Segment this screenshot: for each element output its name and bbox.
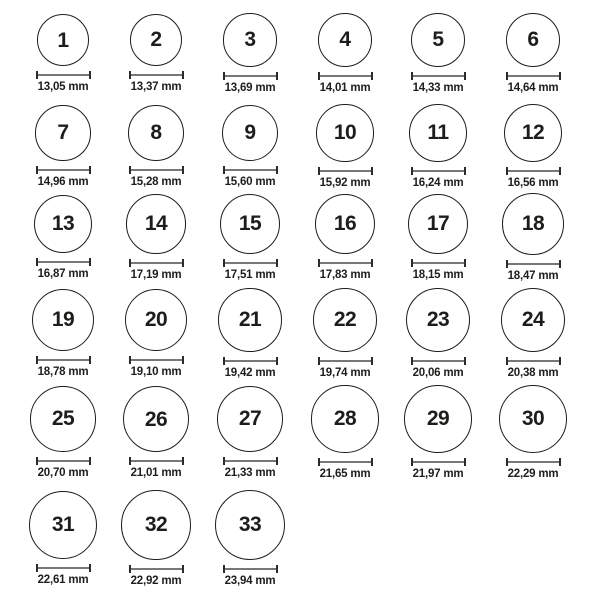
ring-size-number: 26 — [144, 407, 168, 431]
ring-size-cell — [109, 490, 203, 587]
diameter-label: 22,61 mm — [37, 574, 89, 587]
ring-circle — [313, 288, 377, 352]
diameter-label: 16,24 mm — [412, 176, 464, 189]
diameter-label: 15,92 mm — [319, 176, 371, 189]
ring-circle — [406, 288, 470, 352]
ring-size-number: 31 — [51, 513, 75, 537]
ring-size-cell — [203, 490, 297, 588]
diameter-measure-line — [506, 167, 561, 175]
ring-size-number: 13 — [51, 212, 75, 236]
ring-size-number: 21 — [238, 308, 262, 332]
diameter-measure-line — [36, 258, 91, 266]
ring-circle — [222, 105, 278, 161]
diameter-measure-line — [223, 565, 278, 573]
ring-size-number: 15 — [238, 212, 262, 236]
diameter-label: 17,19 mm — [130, 268, 182, 281]
ring-size-number: 30 — [521, 407, 545, 431]
ring-size-cell — [391, 194, 485, 283]
ring-size-number: 1 — [57, 28, 69, 52]
diameter-measure-line — [506, 458, 561, 466]
ring-circle — [499, 385, 567, 453]
ring-size-cell — [486, 104, 580, 190]
ring-circle — [404, 385, 472, 453]
ring-size-number: 25 — [51, 407, 75, 431]
ring-circle — [123, 386, 189, 452]
ring-circle — [504, 104, 562, 162]
ring-size-cell — [16, 105, 110, 188]
ring-size-number: 19 — [51, 308, 75, 332]
ring-circle — [311, 385, 378, 452]
ring-size-number: 14 — [144, 212, 168, 236]
diameter-label: 17,83 mm — [319, 269, 371, 282]
ring-circle — [34, 195, 93, 254]
ring-size-number: 29 — [426, 407, 450, 431]
diameter-measure-line — [318, 458, 373, 466]
diameter-measure-line — [129, 259, 184, 267]
ring-size-cell — [16, 14, 110, 94]
ring-size-number: 23 — [426, 308, 450, 332]
diameter-label: 13,69 mm — [224, 81, 276, 94]
ring-size-number: 33 — [238, 513, 262, 537]
ring-size-cell — [203, 386, 297, 480]
ring-size-cell — [16, 386, 110, 479]
ring-size-cell — [109, 14, 203, 94]
diameter-label: 18,78 mm — [37, 366, 89, 379]
ring-size-cell — [391, 288, 485, 380]
diameter-measure-line — [506, 72, 561, 80]
ring-size-cell — [16, 491, 110, 587]
diameter-measure-line — [411, 72, 466, 80]
diameter-measure-line — [318, 167, 373, 175]
ring-size-number: 24 — [521, 308, 545, 332]
diameter-measure-line — [318, 259, 373, 267]
ring-circle — [126, 194, 185, 253]
diameter-measure-line — [318, 357, 373, 365]
ring-size-number: 17 — [426, 212, 450, 236]
diameter-measure-line — [411, 167, 466, 175]
ring-circle — [506, 13, 561, 68]
diameter-measure-line — [129, 565, 184, 573]
ring-size-number: 12 — [521, 121, 545, 145]
ring-size-number: 27 — [238, 407, 262, 431]
ring-size-number: 20 — [144, 308, 168, 332]
ring-size-cell — [298, 194, 392, 282]
ring-circle — [217, 386, 284, 453]
diameter-label: 14,33 mm — [412, 82, 464, 95]
diameter-label: 13,37 mm — [130, 81, 182, 94]
diameter-measure-line — [506, 260, 561, 268]
ring-circle — [215, 490, 285, 560]
ring-size-number: 11 — [427, 121, 449, 145]
diameter-label: 19,42 mm — [224, 366, 276, 379]
diameter-label: 13,05 mm — [37, 81, 89, 93]
ring-circle — [125, 289, 188, 352]
diameter-label: 14,96 mm — [37, 175, 89, 188]
diameter-measure-line — [36, 457, 91, 465]
ring-circle — [29, 491, 98, 560]
diameter-measure-line — [223, 259, 278, 267]
diameter-measure-line — [129, 457, 184, 465]
diameter-measure-line — [129, 166, 184, 174]
ring-size-cell — [298, 385, 392, 480]
ring-circle — [218, 288, 281, 351]
ring-size-cell — [486, 288, 580, 381]
diameter-label: 18,47 mm — [507, 269, 559, 282]
ring-size-cell — [109, 386, 203, 480]
ring-size-cell — [203, 13, 297, 94]
ring-size-number: 8 — [150, 121, 162, 145]
diameter-measure-line — [129, 356, 184, 364]
ring-size-cell — [109, 105, 203, 189]
diameter-label: 16,56 mm — [507, 177, 559, 190]
diameter-label: 19,10 mm — [130, 366, 182, 379]
ring-circle — [37, 14, 89, 66]
ring-circle — [501, 288, 566, 353]
diameter-measure-line — [223, 357, 278, 365]
ring-circle — [35, 105, 90, 160]
diameter-label: 14,64 mm — [507, 82, 559, 95]
ring-circle — [121, 490, 190, 559]
ring-circle — [318, 13, 372, 67]
diameter-label: 20,70 mm — [37, 466, 89, 479]
diameter-measure-line — [36, 71, 91, 79]
diameter-measure-line — [36, 356, 91, 364]
ring-circle — [315, 194, 375, 254]
ring-size-cell — [391, 104, 485, 189]
diameter-label: 15,60 mm — [224, 176, 276, 189]
diameter-measure-line — [506, 357, 561, 365]
ring-circle — [220, 194, 280, 254]
diameter-measure-line — [223, 72, 278, 80]
diameter-measure-line — [411, 259, 466, 267]
diameter-measure-line — [223, 166, 278, 174]
ring-size-number: 9 — [244, 121, 256, 145]
ring-size-cell — [391, 385, 485, 480]
ring-circle — [223, 13, 276, 66]
ring-size-cell — [109, 289, 203, 379]
ring-size-cell — [16, 195, 110, 281]
ring-size-number: 2 — [150, 28, 162, 52]
ring-size-cell — [486, 385, 580, 481]
diameter-label: 18,15 mm — [412, 269, 464, 282]
ring-size-cell — [298, 13, 392, 94]
ring-size-number: 5 — [432, 28, 444, 52]
ring-size-cell — [391, 13, 485, 95]
diameter-label: 23,94 mm — [224, 574, 276, 587]
diameter-label: 20,38 mm — [507, 367, 559, 380]
diameter-measure-line — [223, 457, 278, 465]
diameter-measure-line — [411, 458, 466, 466]
ring-size-cell — [203, 105, 297, 189]
ring-circle — [409, 104, 467, 162]
ring-size-cell — [109, 194, 203, 281]
diameter-label: 22,92 mm — [130, 574, 182, 587]
diameter-measure-line — [411, 357, 466, 365]
diameter-label: 21,97 mm — [412, 467, 464, 480]
ring-size-cell — [203, 194, 297, 281]
diameter-label: 15,28 mm — [130, 175, 182, 188]
diameter-measure-line — [129, 71, 184, 79]
ring-size-number: 22 — [333, 308, 357, 332]
ring-size-number: 10 — [333, 121, 357, 145]
ring-circle — [502, 193, 564, 255]
diameter-label: 14,01 mm — [319, 81, 371, 94]
ring-circle — [316, 104, 373, 161]
ring-size-number: 28 — [333, 407, 357, 431]
diameter-measure-line — [318, 72, 373, 80]
diameter-label: 19,74 mm — [319, 366, 371, 379]
ring-circle — [408, 194, 469, 255]
diameter-label: 21,65 mm — [319, 467, 371, 480]
ring-size-number: 7 — [57, 121, 69, 145]
ring-circle — [130, 14, 183, 67]
ring-size-cell — [203, 288, 297, 379]
ring-size-number: 4 — [339, 28, 351, 52]
ring-size-cell — [486, 13, 580, 95]
diameter-label: 21,33 mm — [224, 467, 276, 480]
diameter-measure-line — [36, 564, 91, 572]
ring-size-number: 6 — [527, 28, 539, 52]
ring-size-number: 16 — [333, 212, 357, 236]
ring-circle — [128, 105, 184, 161]
diameter-label: 20,06 mm — [412, 367, 464, 380]
ring-size-number: 18 — [521, 212, 545, 236]
ring-size-cell — [16, 289, 110, 379]
ring-size-cell — [298, 288, 392, 379]
diameter-measure-line — [36, 166, 91, 174]
ring-size-number: 3 — [244, 28, 256, 52]
ring-size-cell — [486, 193, 580, 282]
ring-size-number: 32 — [144, 513, 168, 537]
diameter-label: 21,01 mm — [130, 467, 182, 479]
diameter-label: 16,87 mm — [37, 268, 89, 281]
diameter-label: 22,29 mm — [507, 468, 559, 481]
diameter-label: 17,51 mm — [224, 268, 276, 281]
ring-size-cell — [298, 104, 392, 189]
ring-circle — [30, 386, 95, 451]
ring-circle — [411, 13, 465, 67]
ring-circle — [32, 289, 94, 351]
